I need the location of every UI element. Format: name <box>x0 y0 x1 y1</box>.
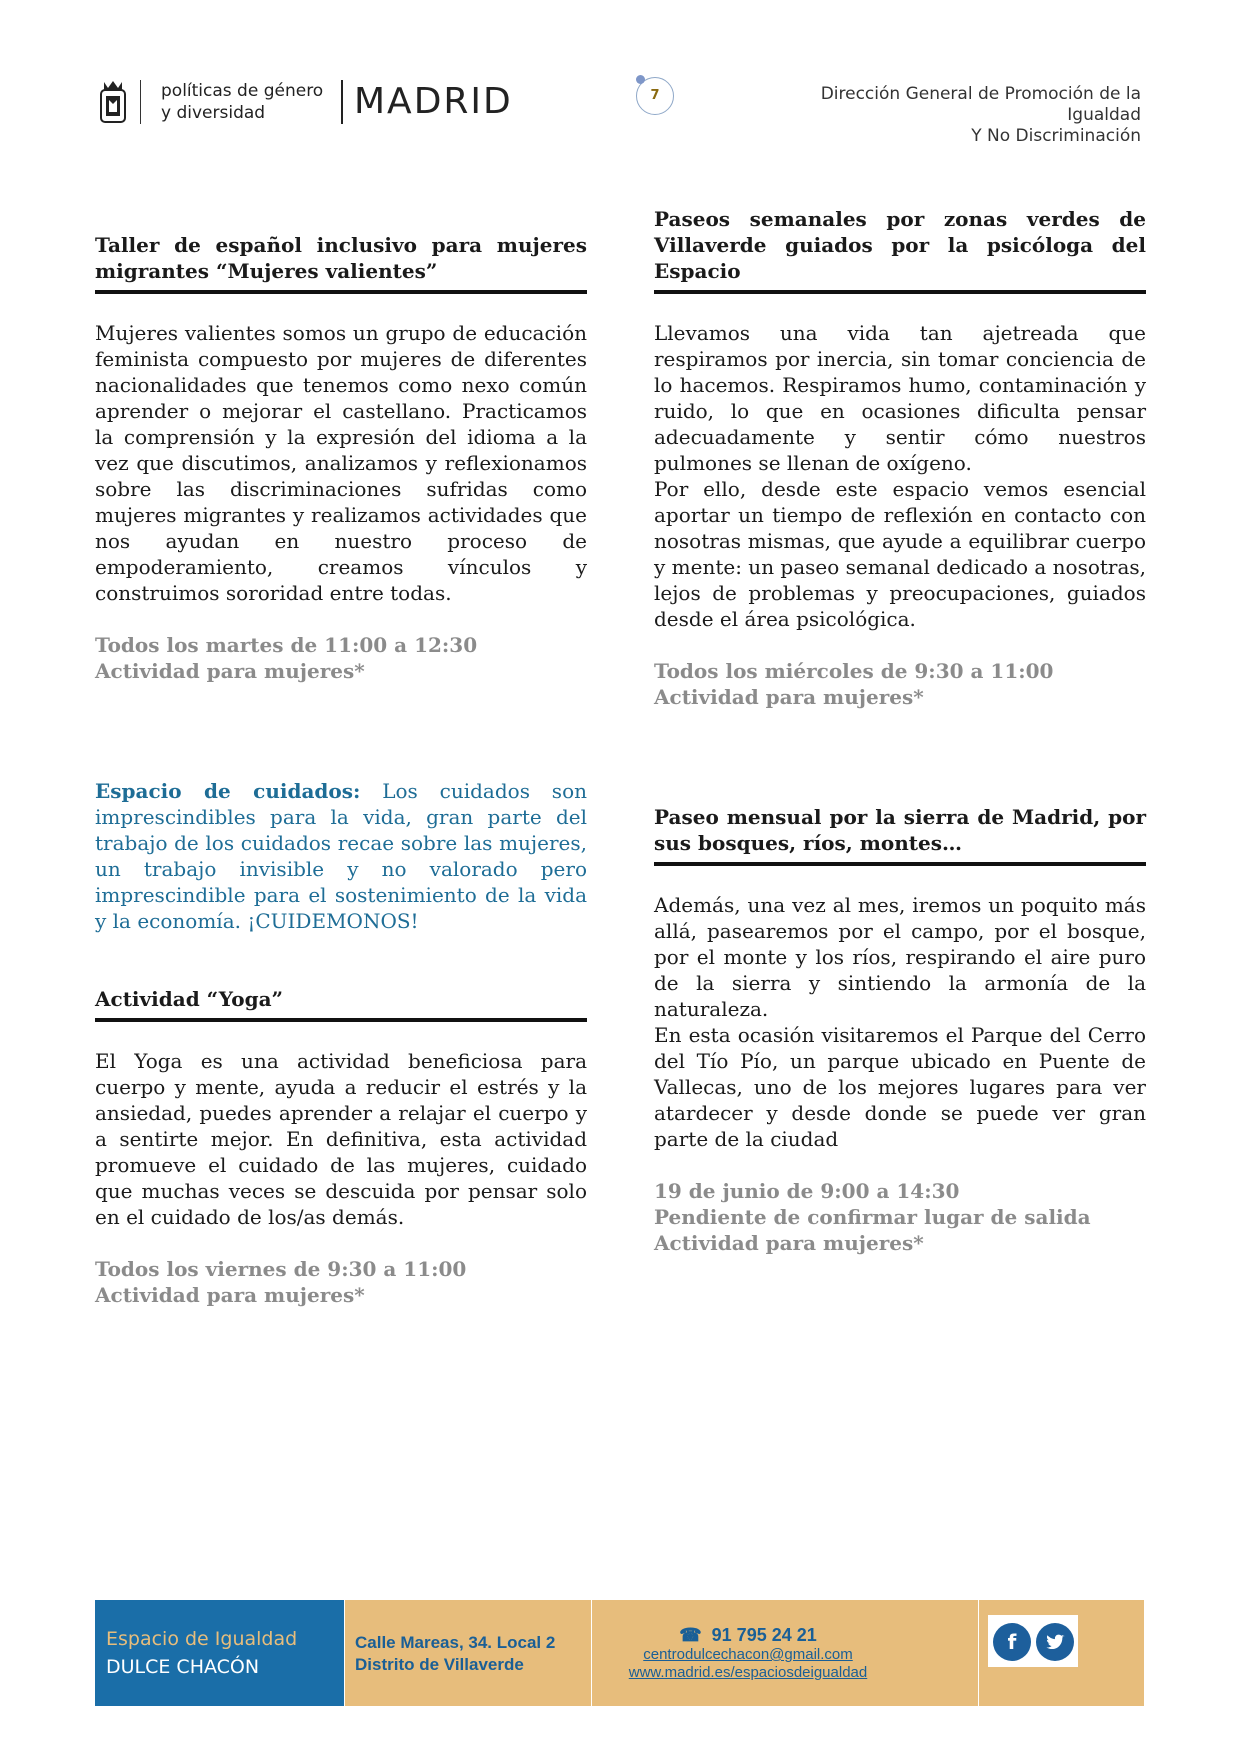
cuidados-label: Espacio de cuidados: <box>95 779 361 803</box>
address-line-2: Distrito de Villaverde <box>355 1655 524 1674</box>
phone-icon: ☎ <box>679 1625 702 1645</box>
page-footer <box>95 1600 1144 1706</box>
audience: Actividad para mujeres* <box>654 685 924 709</box>
twitter-icon[interactable] <box>1036 1623 1074 1661</box>
dept-line-2: Igualdad <box>1067 105 1141 125</box>
title-underline <box>654 862 1146 866</box>
schedule: Todos los miércoles de 9:30 a 11:00 <box>654 659 1054 683</box>
right-column <box>654 206 1146 710</box>
phone-number: 91 795 24 21 <box>711 1625 817 1645</box>
title-underline <box>95 1018 587 1022</box>
section-title: Paseos semanales por zonas verdes de Villaverde guiados por la psicóloga del Espacio <box>654 207 1146 283</box>
facebook-icon[interactable]: f <box>993 1623 1031 1661</box>
section-meta <box>654 658 1146 710</box>
footer-brand <box>95 1600 344 1706</box>
logo-divider <box>140 80 141 124</box>
section-title: Paseo mensual por la sierra de Madrid, por sus bosques, ríos, montes… <box>654 805 1146 855</box>
page-number: 7 <box>636 77 674 115</box>
section-body-1: Llevamos una vida tan ajetreada que respiramos por inercia, sin tomar conciencia de lo hacemos. Respiramos humo, contaminación y ruido, lo que en ocasiones dificulta pensar adecuadamente y sentir cómo nuestros pulmones se llenan de oxígeno. <box>654 321 1146 475</box>
social-links <box>988 1615 1078 1667</box>
section-title: Actividad “Yoga” <box>95 987 284 1011</box>
email-link[interactable]: centrodulcechacon@gmail.com <box>643 1646 853 1663</box>
section-paseos-semanales <box>654 206 1146 710</box>
location-note: Pendiente de confirmar lugar de salida <box>654 1205 1091 1229</box>
section-body-2: En esta ocasión visitaremos el Parque del Cerro del Tío Pío, un parque ubicado en Puente de Vallecas, uno de los mejores lugares para ver atardecer y desde donde se puede ver gran parte de la ciudad <box>654 1023 1146 1151</box>
left-column <box>95 232 587 684</box>
left-column-cuidados <box>95 778 587 934</box>
brand-line-1: Espacio de Igualdad <box>106 1628 298 1650</box>
web-link[interactable]: www.madrid.es/espaciosdeigualdad <box>628 1664 868 1681</box>
cuidados-text: Los cuidados son imprescindibles para la vida, gran parte del trabajo de los cuidados recae sobre las mujeres, un trabajo invisible y no valorado pero imprescindible para el sostenimiento de la vida y la economía. ¡CUIDEMONOS! <box>95 779 587 933</box>
right-column-sierra <box>654 804 1146 1256</box>
dept-line-1: Dirección General de Promoción de la <box>820 84 1141 104</box>
logo-line-1: políticas de género <box>161 81 324 101</box>
section-body: Mujeres valientes somos un grupo de educación feminista compuesto por mujeres de diferentes nacionalidades que tenemos como nexo común aprender o mejorar el castellano. Practicamos la comprensión y la expresión del idioma a la vez que discutimos, analizamos y reflexionamos sobre las discriminaciones sufridas como mujeres migrantes y realizamos actividades que nos ayudan en nuestro proceso de empoderamiento, creamos vínculos y construimos sororidad entre todas. <box>95 321 587 605</box>
audience: Actividad para mujeres* <box>95 659 365 683</box>
section-meta <box>95 632 587 684</box>
address-line-1: Calle Mareas, 34. Local 2 <box>355 1633 556 1652</box>
department-name <box>761 84 1141 147</box>
footer-contact <box>593 1624 903 1682</box>
section-meta <box>654 1178 1146 1256</box>
cuidados-paragraph <box>95 778 587 934</box>
footer-address <box>355 1632 555 1676</box>
schedule: Todos los viernes de 9:30 a 11:00 <box>95 1257 467 1281</box>
logo-line-2: y diversidad <box>161 103 266 123</box>
section-title: Taller de español inclusivo para mujeres migrantes “Mujeres valientes” <box>95 233 587 283</box>
title-underline <box>95 290 587 294</box>
footer-divider <box>591 1600 592 1706</box>
audience: Actividad para mujeres* <box>95 1283 365 1307</box>
audience: Actividad para mujeres* <box>654 1231 924 1255</box>
schedule: 19 de junio de 9:00 a 14:30 <box>654 1179 960 1203</box>
section-paseo-mensual <box>654 804 1146 1256</box>
logo-divider-2 <box>341 80 343 124</box>
section-body: El Yoga es una actividad beneficiosa para cuerpo y mente, ayuda a reducir el estrés y la ansiedad, puedes aprender a relajar el cuerpo y a sentirte mejor. En definitiva, esta actividad promueve el cuidado de las mujeres, cuidado que muchas veces se descuida por pensar solo en el cuidado de los/as demás. <box>95 1049 587 1229</box>
dept-line-3: Y No Discriminación <box>971 126 1141 146</box>
page-number-dot <box>636 75 645 84</box>
footer-divider <box>344 1600 345 1706</box>
title-underline <box>654 290 1146 294</box>
page-header <box>0 0 1241 160</box>
phone-row <box>593 1624 903 1646</box>
section-taller-espanol <box>95 232 587 684</box>
section-body-1: Además, una vez al mes, iremos un poquito más allá, pasearemos por el campo, por el bosque, por el monte y los ríos, respirando el aire puro de la sierra y sintiendo la armonía de la naturaleza. <box>654 893 1146 1021</box>
logo-madrid: MADRID <box>354 81 513 122</box>
left-column-yoga <box>95 986 587 1308</box>
brand-line-2: DULCE CHACÓN <box>106 1656 260 1678</box>
schedule: Todos los martes de 11:00 a 12:30 <box>95 633 478 657</box>
madrid-crest-icon <box>100 80 126 124</box>
section-body-2: Por ello, desde este espacio vemos esencial aportar un tiempo de reflexión en contacto con nosotras mismas, que ayude a equilibrar cuerpo y mente: un paseo semanal dedicado a nosotras, lejos de problemas y preocupaciones, guiados desde el área psicológica. <box>654 477 1147 631</box>
section-yoga <box>95 986 587 1308</box>
logo-subtitle <box>161 80 323 124</box>
footer-divider <box>978 1600 979 1706</box>
section-meta <box>95 1256 587 1308</box>
